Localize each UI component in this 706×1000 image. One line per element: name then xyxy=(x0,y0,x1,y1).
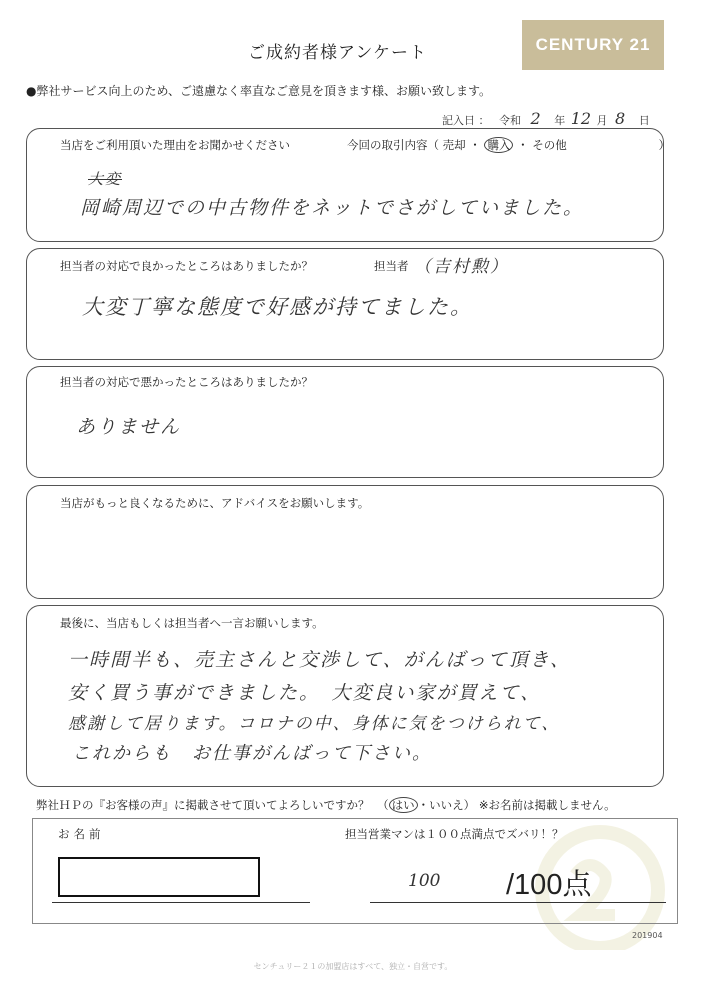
q3-answer: ありません xyxy=(76,416,182,438)
deal-type-label: 今回の取引内容（ 売却 ・ xyxy=(347,138,481,152)
q5-answer-line-3: 感謝して居ります。コロナの中、身体に気をつけられて、 xyxy=(68,714,561,734)
q5-answer-line-1: 一時間半も、売主さんと交渉して、がんばって頂き、 xyxy=(68,649,571,671)
score-value: 100 xyxy=(408,871,441,891)
q4-question: 当店がもっと良くなるために、アドバイスをお願いします。 xyxy=(60,496,370,510)
q5-question: 最後に、当店もしくは担当者へ一言お願いします。 xyxy=(60,616,324,630)
publish-consent-row: 弊社ＨＰの『お客様の声』に掲載させて頂いてよろしいですか？ （ はい ・いいえ） ※お名前は掲載しません。 xyxy=(36,798,616,812)
q2-question: 担当者の対応で良かったところはありましたか？ xyxy=(60,259,313,273)
deal-type-row xyxy=(347,137,670,153)
date-month-unit: 月 xyxy=(596,114,608,127)
publish-sep: ・ xyxy=(417,798,430,812)
publish-no: いいえ xyxy=(429,798,464,812)
publish-note: ※お名前は掲載しません。 xyxy=(478,798,616,812)
deal-type-close: ） xyxy=(658,138,670,152)
deal-type-rest: ・ その他 xyxy=(517,138,567,152)
q5-answer-line-2: 安く買う事ができました。 大変良い家が買えて、 xyxy=(68,682,542,704)
name-label: お名前 xyxy=(58,827,105,841)
q2-answer: 大変丁寧な態度で好感が持てました。 xyxy=(82,295,473,319)
score-underline xyxy=(370,902,666,903)
date-year: 2 xyxy=(530,109,541,128)
page-title: ご成約者様アンケート xyxy=(248,43,427,63)
intro-text: ●弊社サービス向上のため、ご遠慮なく率直なご意見を頂きます様、お願い致します。 xyxy=(26,84,492,98)
date-month: 12 xyxy=(570,109,592,128)
staff-name: （吉村勲） xyxy=(414,257,509,277)
date-label: 記入日 ： xyxy=(442,114,490,127)
deal-type-selected: 購入 xyxy=(484,137,513,153)
date-day: 8 xyxy=(615,109,626,128)
franchise-disclaimer: センチュリー２１の加盟店はすべて、独立・自営です。 xyxy=(253,962,453,971)
score-label: 担当営業マンは１００点満点でズバリ！？ xyxy=(345,827,564,841)
name-underline xyxy=(52,902,310,903)
q1-answer-struck: 大変 xyxy=(88,170,123,188)
q3-question: 担当者の対応で悪かったところはありましたか？ xyxy=(60,375,313,389)
name-redaction-box xyxy=(58,857,260,897)
publish-yes-selected: はい xyxy=(389,797,418,813)
date-row xyxy=(442,109,650,128)
q1-question: 当店をご利用頂いた理由をお聞かせください xyxy=(60,138,290,152)
publish-question: 弊社ＨＰの『お客様の声』に掲載させて頂いてよろしいですか？ xyxy=(36,798,370,812)
staff-label: 担当者 xyxy=(374,259,409,273)
score-max: /100点 xyxy=(506,869,592,901)
date-year-unit: 年 xyxy=(554,114,566,127)
date-day-unit: 日 xyxy=(638,114,650,127)
q5-answer-line-4: これからも お仕事がんばって下さい。 xyxy=(72,743,432,764)
date-era: 令和 xyxy=(499,114,521,127)
q1-answer: 岡崎周辺での中古物件をネットでさがしていました。 xyxy=(80,197,585,219)
form-code: 201904 xyxy=(632,931,663,940)
century21-logo: CENTURY 21 xyxy=(522,20,664,70)
